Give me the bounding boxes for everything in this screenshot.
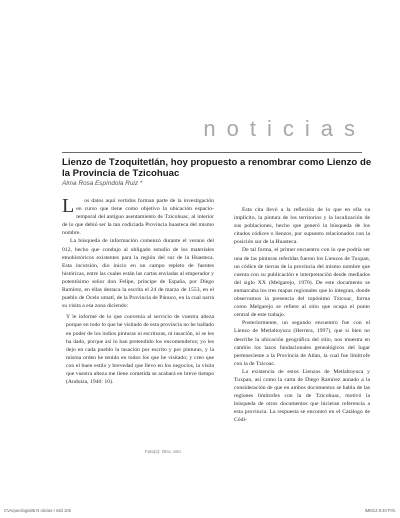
block-quote: [62, 313, 214, 386]
section-rule-bottom: [62, 152, 362, 153]
left-column: [62, 197, 214, 386]
paragraph: [62, 197, 214, 237]
paragraph-text: os datos aquí vertidos forman parte de la investigación en curso que tiene como objetivo la ubicación espacio-temporal del antiguo asentamiento de Tzicohuac, al interior de lo que debió ser la tan codiciada Provincia huasteca del mismo nombre.: [62, 198, 214, 237]
article-title: Lienzo de Tzoquitetlán, hoy propuesto a renombrar como Lienzo de la Provincia de Tzicohuac: [62, 157, 372, 179]
footer-right: IMM13 8:40 P.M.: [364, 508, 396, 513]
paragraph: La búsqueda de información comenzó durante el verano del 012, hecho que condujo al obligado estudio de los materiales etnohistóricos existentes para la región del sur de la Huasteca. Esta incursión, dio inicio en un campo repleto de fuentes históricas, entre las cuales están las cartas enviadas al emperador y potentísimo señor don Felipe, príncipe de España, por Diego Ramírez, en ellas destaca la escrita el 24 de marzo de 1553, en el pueblo de Ocelo umatl, de la Provincia de Pánuco, en la cual narra su visita a esa zona diciendo:: [62, 238, 214, 310]
paragraph: La existencia de estos Lienzos de Metlaltoyuca y Tuxpan, así como la carta de Diego Ramírez aunado a la consideración de que en ambos documentos se habla de las regiones limítrofes con la de Tzicohuac, motivó la búsqueda de otros documentos que hicieran referencia a esta provincia. La respuesta se encontró en el Catálogo de Códi-: [234, 368, 370, 424]
right-column: [234, 206, 370, 425]
paragraph: Posteriormente, un segundo encuentro fue con el Lienzo de Metlaltoyuca (Herrera, 1997), que si bien no describe la ubicación geográfica del sitio, nos muestra en cambio los lazos fundacionales genealógicos del lugar perteneciente a la Provincia de Atlan, la cual fue limítrofe con la de Tzicoac.: [234, 320, 370, 367]
paragraph: De tal forma, el primer encuentro con lo que podría ser una de las pinturas referidas fueron los Lienzos de Tuxpan, un códice de tierras de la provincia del mismo nombre que cuenta con su publicación e interpretación desde mediados del siglo XX (Melgarejo, 1970). De este documento se enmarcaba los tres mapas regionales que lo integran, donde observamos la presencia del topónimo Tzicoac, forma como Melgarejo se refiere al sitio que ocupa el punto central de este trabajo.: [234, 247, 370, 319]
section-label: [62, 118, 366, 140]
footer-left: CVAqueologia86.N oticias I ndd 105: [4, 508, 71, 513]
dropcap: L: [62, 195, 75, 217]
quote-text: Y le informé de lo que convenía al servicio de vuestra alteza porque en todo lo que he visitado de esta provincia no he hallado en poder de los indios pinturas ni escrituras, ni tasación, ni se les ha dado, porque así lo han pretendido los encomenderos; yo les dejo en cada pueblo la tasación por escrito y por pinturas, y la misma orden he tenido en todos los que he visitado; y creo que con el buen estilo y brevedad que llevo en los negocios, la visita que vuestra alteza me tiene cometida se acabará en breve tiempo (Anduiza, 1940: 10).: [66, 314, 214, 386]
photo-credit: Foto(s): Otro, otro: [145, 449, 181, 454]
article-author: Alma Rosa Espíndola Ruiz *: [62, 180, 143, 187]
paragraph: Esta cita llevó a la reflexión de lo que en ella va implícito, la pintura de los territorios y la localización de sus poblaciones, hecho que generó la búsqueda de los citados códices o lienzos, por supuesto relacionados con la posición sur de la Huasteca.: [234, 207, 370, 246]
section-label-text: noticias: [197, 116, 366, 141]
